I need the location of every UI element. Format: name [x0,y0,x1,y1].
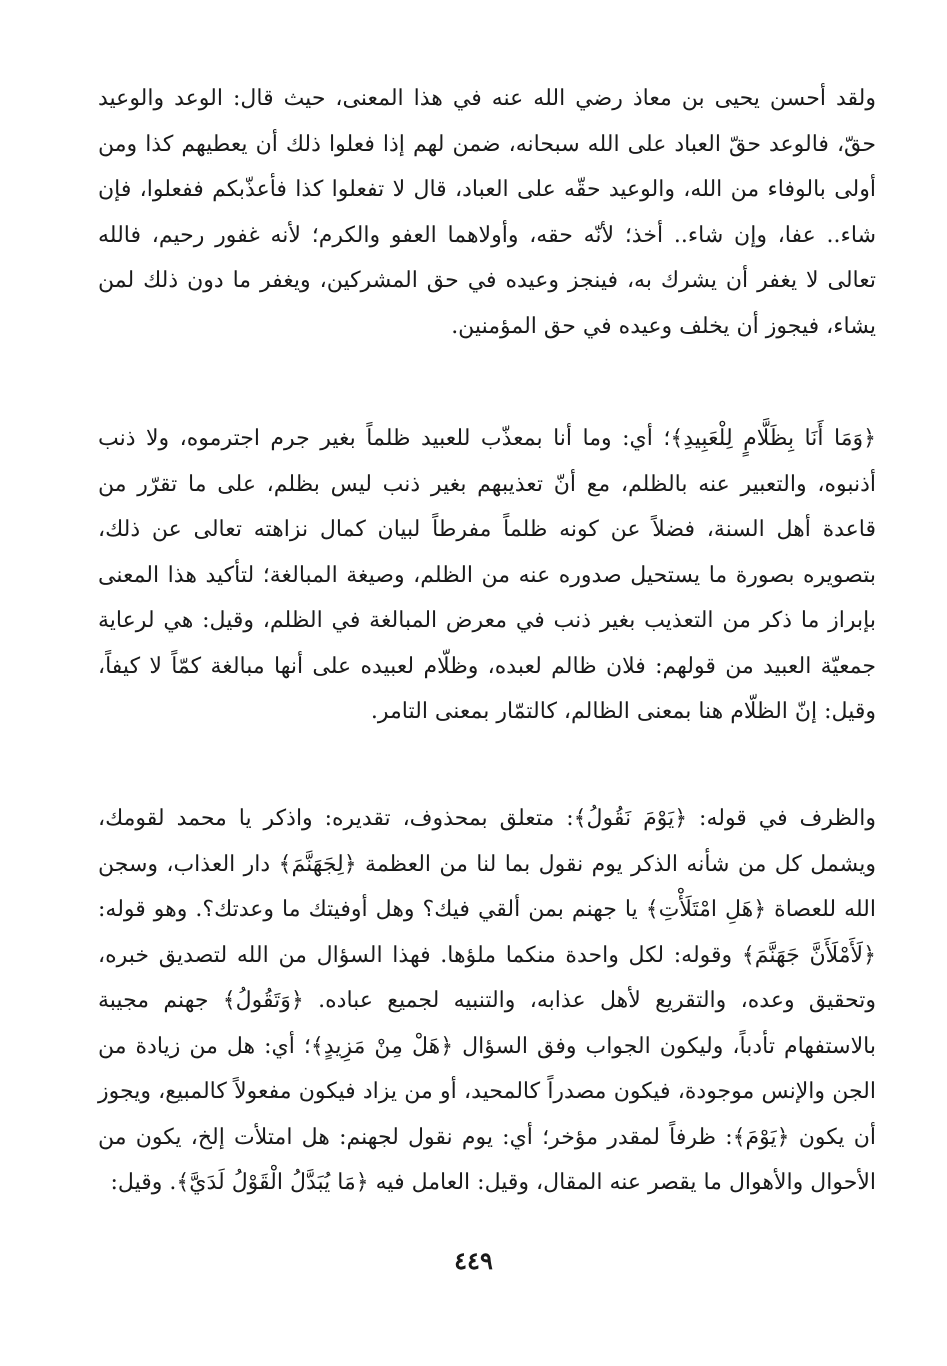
paragraph-3: والظرف في قوله: ﴿يَوْمَ نَقُولُ﴾: متعلق بمحذوف، تقديره: واذكر يا محمد لقومك، ويشمل كل من شأنه الذكر يوم نقول بما لنا من العظمة ﴿لِجَهَنَّمَ﴾ دار العذاب، وسجن الله للعصاة ﴿هَلِ امْتَلَأْتِ﴾ يا جهنم بمن ألقي فيك؟ وهل أوفيتك ما وعدتك؟. وهو قوله: ﴿لَأَمْلَأَنَّ جَهَنَّمَ﴾ وقوله: لكل واحدة منكما ملؤها. فهذا السؤال من الله لتصديق خبره، وتحقيق وعده، والتقريع لأهل عذابه، والتنبيه لجميع عباده. ﴿وَتَقُولُ﴾ جهنم مجيبة بالاستفهام تأدباً، وليكون الجواب وفق السؤال ﴿هَلْ مِنْ مَزِيدٍ﴾؛ أي: هل من زيادة من الجن والإنس موجودة، فيكون مصدراً كالمحيد، أو من يزاد فيكون مفعولاً كالمبيع، ويجوز أن يكون ﴿يَوْمَ﴾: ظرفاً لمقدر مؤخر؛ أي: يوم نقول لجهنم: هل امتلأت إلخ، يكون من الأحوال والأهوال ما يقصر عنه المقال، وقيل: العامل فيه ﴿مَا يُبَدَّلُ الْقَوْلُ لَدَيَّ﴾. وقيل: [98,806,876,1195]
page-number: ٤٤٩ [454,1246,493,1275]
paragraph-2: ﴿وَمَا أَنَا بِظَلَّامٍ لِلْعَبِيدِ﴾؛ أي: وما أنا بمعذّب للعبيد ظلماً بغير جرم اجترموه، ولا ذنب أذنبوه، والتعبير عنه بالظلم، مع أنّ تعذيبهم بغير ذنب ليس بظلم، على ما تقرّر من قاعدة أهل السنة، فضلاً عن كونه ظلماً مفرطاً لبيان كمال نزاهته تعالى عن ذلك، بتصويره بصورة ما يستحيل صدوره عنه من الظلم، وصيغة المبالغة؛ لتأكيد هذا المعنى بإبراز ما ذكر من التعذيب بغير ذنب في معرض المبالغة في الظلم، وقيل: هي لرعاية جمعيّة العبيد من قولهم: فلان ظالم لعبده، وظلّام لعبيده على أنها مبالغة كمّاً لا كيفاً، وقيل: إنّ الظلّام هنا بمعنى الظالم، كالتمّار بمعنى التامر. [98,426,876,724]
paragraph-1: ولقد أحسن يحيى بن معاذ رضي الله عنه في هذا المعنى، حيث قال: الوعد والوعيد حقّ، فالوعد حقّ العباد على الله سبحانه، ضمن لهم إذا فعلوا ذلك أن يعطيهم كذا ومن أولى بالوفاء من الله، والوعيد حقّه على العباد، قال لا تفعلوا كذا فأعذّبكم ففعلوا، فإن شاء.. عفا، وإن شاء.. أخذ؛ لأنّه حقه، وأولاهما العفو والكرم؛ لأنه غفور رحيم، فالله تعالى لا يغفر أن يشرك به، فينجز وعيده في حق المشركين، ويغفر ما دون ذلك لمن يشاء، فيجوز أن يخلف وعيده في حق المؤمنين. [98,86,876,339]
